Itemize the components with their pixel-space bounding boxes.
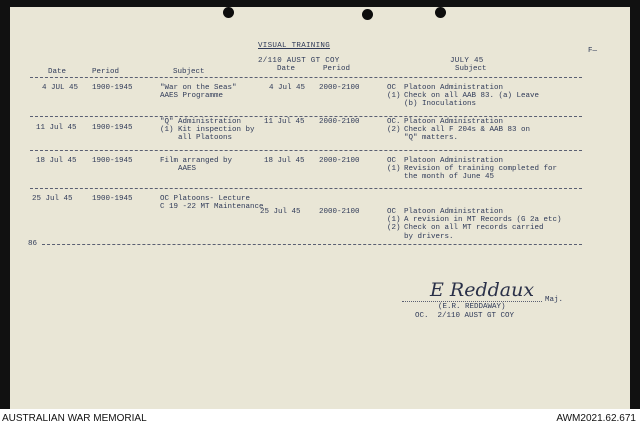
header-subject: Subject — [173, 68, 205, 76]
row-period: 1900-1945 — [92, 124, 133, 132]
row-date: 18 Jul 45 — [36, 157, 77, 165]
row-period: 1900-1945 — [92, 84, 133, 92]
row-subject-2: Platoon Administration Check all F 204s & AAB 83 on "Q" matters. — [404, 118, 531, 143]
row-rule — [30, 188, 582, 189]
row-period-2: 2000-2100 — [319, 208, 360, 216]
row-subject: OC Platoons- Lecture C 19 -22 MT Maintenance — [160, 195, 264, 212]
row-rule — [42, 244, 582, 245]
document-title: VISUAL TRAINING — [258, 42, 331, 50]
header-period-2: Period — [323, 65, 351, 73]
row-numbering: OC (1) — [387, 157, 401, 174]
row-numbering: OC. (2) — [387, 118, 401, 135]
punch-hole — [223, 7, 234, 18]
header-period: Period — [92, 68, 120, 76]
row-date: 4 JUL 45 — [42, 84, 79, 92]
row-date-2: 11 Jul 45 — [264, 118, 305, 126]
row-period-2: 2000-2100 — [319, 118, 360, 126]
row-numbering: OC (1) (2) — [387, 208, 401, 233]
page-number: 86 — [28, 240, 38, 248]
row-period: 1900-1945 — [92, 157, 133, 165]
handwritten-signature: E Reddaux — [430, 279, 535, 301]
row-date-2: 4 Jul 45 — [269, 84, 306, 92]
row-subject-2: Platoon Administration Revision of training completed for the month of June 45 — [404, 157, 558, 182]
row-date: 11 Jul 45 — [36, 124, 77, 132]
row-period-2: 2000-2100 — [319, 157, 360, 165]
row-subject-2: Platoon Administration Check on all AAB 83. (a) Leave (b) Inoculations — [404, 84, 540, 109]
margin-mark: F— — [588, 47, 598, 55]
month-label: JULY 45 — [450, 57, 484, 65]
signature-name: (E.R. REDDAWAY) — [438, 303, 506, 311]
header-rule — [30, 77, 582, 78]
row-date: 25 Jul 45 — [32, 195, 73, 203]
row-subject: Film arranged by AAES — [160, 157, 233, 174]
row-period: 1900-1945 — [92, 195, 133, 203]
row-date-2: 25 Jul 45 — [260, 208, 301, 216]
header-date-2: Date — [277, 65, 296, 73]
row-subject: "War on the Seas" AAES Programme — [160, 84, 237, 101]
row-subject-2: Platoon Administration A revision in MT Records (G 2a etc) Check on all MT records carried by drivers. — [404, 208, 562, 241]
footer-source: AUSTRALIAN WAR MEMORIAL — [2, 413, 147, 424]
row-subject: "Q" Administration (1) Kit inspection by all Platoons — [160, 118, 255, 143]
punch-hole — [362, 9, 373, 20]
footer-bar — [0, 409, 640, 427]
row-rule — [30, 116, 582, 117]
row-period-2: 2000-2100 — [319, 84, 360, 92]
row-date-2: 18 Jul 45 — [264, 157, 305, 165]
row-rule — [30, 150, 582, 151]
signature-rule — [402, 301, 542, 302]
signature-rank: Maj. — [545, 296, 564, 304]
header-date: Date — [48, 68, 67, 76]
row-numbering: OC (1) — [387, 84, 401, 101]
unit-name: 2/110 AUST GT COY — [258, 57, 340, 65]
signature-appointment: OC. 2/110 AUST GT COY — [415, 312, 515, 320]
header-subject-2: Subject — [455, 65, 487, 73]
document-page — [10, 7, 630, 409]
punch-hole — [435, 7, 446, 18]
footer-reference: AWM2021.62.671 — [556, 413, 636, 424]
